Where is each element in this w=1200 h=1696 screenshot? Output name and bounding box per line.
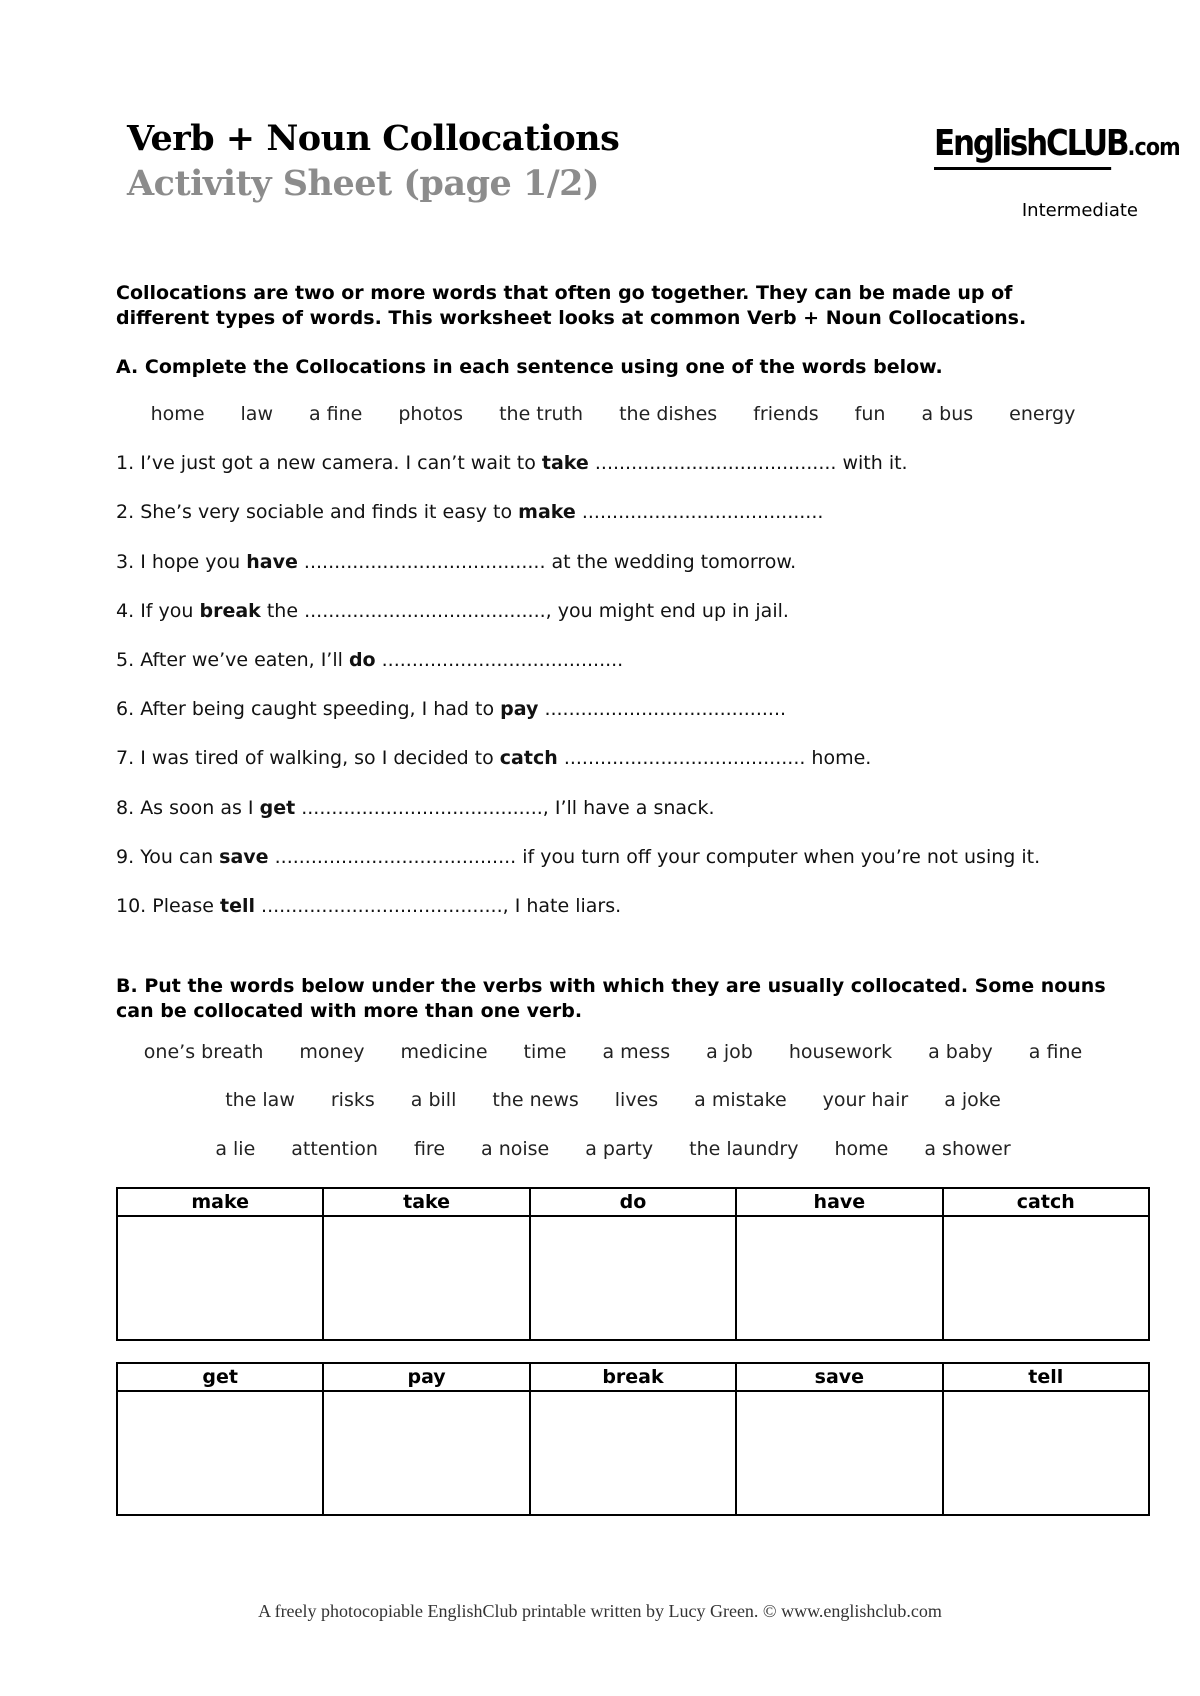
word-bank-item: a lie xyxy=(215,1138,256,1160)
sentence-blank-text: ........................................ xyxy=(544,698,787,720)
sentence-number: 1. xyxy=(116,452,135,474)
word-bank-item: the truth xyxy=(499,403,584,425)
word-bank-item: a bus xyxy=(921,403,974,425)
word-bank-item: the laundry xyxy=(689,1138,799,1160)
sentence-blank-text: ........................................ xyxy=(381,649,624,671)
logo-sub-text: .com xyxy=(1127,133,1180,161)
verb-column-header: pay xyxy=(323,1363,529,1391)
sentence-verb: take xyxy=(541,452,589,474)
sentence-before-text: She’s very sociable and finds it easy to xyxy=(140,501,513,523)
section-b-heading: B. Put the words below under the verbs with which they are usually collocated. Some nouns can be collocated with more than one verb. xyxy=(116,975,1106,1022)
sentence-item xyxy=(116,649,623,671)
answer-cell[interactable] xyxy=(736,1216,942,1340)
answer-cell[interactable] xyxy=(943,1391,1149,1515)
sentence-verb: make xyxy=(518,501,576,523)
word-bank-b-row-3 xyxy=(116,1138,1110,1160)
sentence-blank-text: ........................................ xyxy=(581,501,824,523)
word-bank-item: the dishes xyxy=(619,403,718,425)
answer-cell[interactable] xyxy=(530,1391,736,1515)
word-bank-item: a mess xyxy=(602,1041,671,1063)
sentence-before-text: I hope you xyxy=(140,551,241,573)
sentence-before-text: I’ve just got a new camera. I can’t wait to xyxy=(140,452,536,474)
sentence-before-text: You can xyxy=(140,846,214,868)
word-bank-b-row-1 xyxy=(116,1041,1110,1063)
verb-column-header: catch xyxy=(943,1188,1149,1216)
answer-cell[interactable] xyxy=(736,1391,942,1515)
sentence-number: 4. xyxy=(116,600,135,622)
sentence-item xyxy=(116,797,715,819)
word-bank-item: a baby xyxy=(928,1041,993,1063)
word-bank-item: fire xyxy=(413,1138,446,1160)
page-title: Verb + Noun Collocations xyxy=(127,118,620,159)
word-bank-item: fun xyxy=(854,403,886,425)
section-a-heading: A. Complete the Collocations in each sentence using one of the words below. xyxy=(116,356,943,378)
sentence-blank-text: ........................................ at the wedding tomorrow. xyxy=(303,551,797,573)
word-bank-item: a job xyxy=(706,1041,753,1063)
sentence-blank-text: ........................................, I’ll have a snack. xyxy=(301,797,715,819)
word-bank-item: attention xyxy=(291,1138,378,1160)
level-label: Intermediate xyxy=(1021,200,1138,221)
sentence-blank-text: ........................................ with it. xyxy=(594,452,908,474)
sentence-before-text: If you xyxy=(140,600,194,622)
verb-column-header: have xyxy=(736,1188,942,1216)
word-bank-item: risks xyxy=(330,1089,375,1111)
word-bank-item: home xyxy=(150,403,205,425)
sentence-before-text: As soon as I xyxy=(140,797,254,819)
sentence-verb: tell xyxy=(219,895,255,917)
sentence-number: 2. xyxy=(116,501,135,523)
word-bank-item: a joke xyxy=(944,1089,1001,1111)
verb-column-header: make xyxy=(117,1188,323,1216)
word-bank-item: a mistake xyxy=(694,1089,787,1111)
verb-column-header: get xyxy=(117,1363,323,1391)
englishclub-logo xyxy=(934,123,1180,170)
sentence-before-text: After we’ve eaten, I’ll xyxy=(140,649,343,671)
sentence-before-text: I was tired of walking, so I decided to xyxy=(140,747,494,769)
word-bank-item: money xyxy=(299,1041,365,1063)
verb-column-header: save xyxy=(736,1363,942,1391)
word-bank-item: the law xyxy=(225,1089,295,1111)
word-bank-item: law xyxy=(240,403,273,425)
sentence-verb: save xyxy=(219,846,269,868)
answer-cell[interactable] xyxy=(943,1216,1149,1340)
word-bank-item: lives xyxy=(614,1089,659,1111)
sentence-blank-text: the ........................................, you might end up in jail. xyxy=(266,600,789,622)
sentence-verb: break xyxy=(199,600,261,622)
word-bank-item: medicine xyxy=(400,1041,488,1063)
answer-cell[interactable] xyxy=(530,1216,736,1340)
verb-table-2 xyxy=(116,1362,1150,1516)
footer-credit: A freely photocopiable EnglishClub printable written by Lucy Green. © www.englishclub.com xyxy=(258,1601,942,1621)
sentence-verb: do xyxy=(348,649,376,671)
word-bank-item: your hair xyxy=(822,1089,909,1111)
sentence-item xyxy=(116,551,796,573)
sentence-blank-text: ........................................ if you turn off your computer when you’re not using it. xyxy=(274,846,1041,868)
word-bank-a xyxy=(116,403,1110,425)
sentence-item xyxy=(116,747,871,769)
intro-paragraph: Collocations are two or more words that often go together. They can be made up of different types of words. This worksheet looks at common Verb + Noun Collocations. xyxy=(116,282,1027,329)
sentence-blank-text: ........................................ home. xyxy=(563,747,872,769)
verb-table-1 xyxy=(116,1187,1150,1341)
word-bank-item: a shower xyxy=(924,1138,1011,1160)
page-subtitle: Activity Sheet (page 1/2) xyxy=(127,163,600,204)
sentence-number: 3. xyxy=(116,551,135,573)
sentence-item xyxy=(116,698,786,720)
word-bank-item: a party xyxy=(585,1138,654,1160)
sentence-number: 7. xyxy=(116,747,135,769)
sentence-before-text: After being caught speeding, I had to xyxy=(140,698,495,720)
word-bank-b-row-2 xyxy=(116,1089,1110,1111)
sentence-item xyxy=(116,452,908,474)
sentence-number: 6. xyxy=(116,698,135,720)
answer-cell[interactable] xyxy=(323,1216,529,1340)
verb-column-header: take xyxy=(323,1188,529,1216)
sentence-item xyxy=(116,846,1040,868)
sentence-number: 9. xyxy=(116,846,135,868)
sentence-item xyxy=(116,600,789,622)
sentence-number: 10. xyxy=(116,895,147,917)
verb-column-header: do xyxy=(530,1188,736,1216)
word-bank-item: energy xyxy=(1009,403,1076,425)
word-bank-item: home xyxy=(834,1138,889,1160)
verb-column-header: break xyxy=(530,1363,736,1391)
word-bank-item: a bill xyxy=(410,1089,457,1111)
word-bank-item: housework xyxy=(788,1041,893,1063)
sentence-verb: get xyxy=(259,797,296,819)
logo-main-text: EnglishCLUB xyxy=(934,123,1128,164)
word-bank-item: a noise xyxy=(481,1138,550,1160)
verb-column-header: tell xyxy=(943,1363,1149,1391)
word-bank-item: a fine xyxy=(1028,1041,1083,1063)
word-bank-item: friends xyxy=(753,403,819,425)
sentence-item xyxy=(116,501,823,523)
sentence-number: 5. xyxy=(116,649,135,671)
sentence-verb: catch xyxy=(499,747,558,769)
sentence-item xyxy=(116,895,621,917)
sentence-verb: have xyxy=(246,551,298,573)
word-bank-item: time xyxy=(523,1041,567,1063)
answer-cell[interactable] xyxy=(117,1216,323,1340)
word-bank-item: photos xyxy=(398,403,464,425)
word-bank-item: one’s breath xyxy=(143,1041,264,1063)
sentence-before-text: Please xyxy=(152,895,214,917)
answer-cell[interactable] xyxy=(323,1391,529,1515)
sentence-number: 8. xyxy=(116,797,135,819)
answer-cell[interactable] xyxy=(117,1391,323,1515)
sentence-blank-text: ........................................, I hate liars. xyxy=(261,895,622,917)
word-bank-item: the news xyxy=(492,1089,579,1111)
word-bank-item: a fine xyxy=(308,403,363,425)
sentence-verb: pay xyxy=(500,698,539,720)
